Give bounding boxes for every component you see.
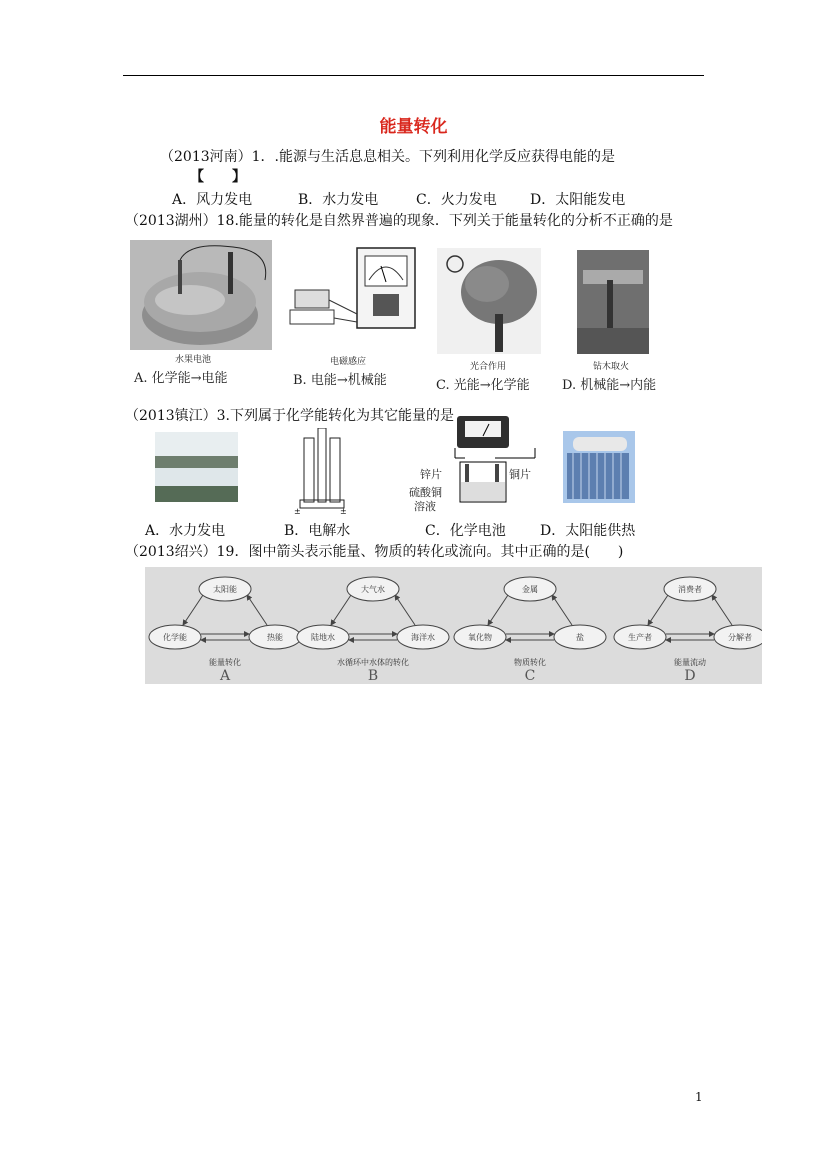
electromagnetic-induction-image bbox=[285, 244, 425, 352]
node-top-label: 太阳能 bbox=[213, 585, 237, 594]
node-top-label: 消费者 bbox=[678, 585, 702, 594]
copper-plate-label: 铜片 bbox=[509, 468, 531, 481]
arrow-top-left bbox=[331, 595, 351, 625]
node-top-label: 金属 bbox=[522, 585, 538, 594]
electromagnetic-induction-drawing bbox=[285, 244, 425, 352]
solar-water-heater-image bbox=[563, 431, 635, 503]
q2-panel-b-caption: B. 电能→机械能 bbox=[293, 373, 387, 388]
cycle-diagram-d bbox=[614, 577, 762, 684]
node-right-label: 海洋水 bbox=[411, 633, 435, 642]
drill-wood-fire-image bbox=[577, 250, 649, 354]
q1-option-d: D．太阳能发电 bbox=[530, 192, 626, 208]
arrow-right-top bbox=[552, 595, 572, 625]
q2-source: （2013湖州） bbox=[125, 213, 217, 229]
q4-text: 19．图中箭头表示能量、物质的转化或流向。其中正确的是( ) bbox=[216, 544, 624, 560]
arrow-top-left bbox=[183, 595, 203, 625]
q3-text: 3.下列属于化学能转化为其它能量的是 bbox=[216, 408, 454, 424]
galvanometer-image bbox=[455, 412, 515, 452]
solution-label-2: 溶液 bbox=[414, 500, 436, 513]
arrow-top-left bbox=[488, 595, 508, 625]
page-title: 能量转化 bbox=[379, 117, 448, 137]
node-right-label: 盐 bbox=[576, 633, 584, 642]
question-4 bbox=[125, 541, 623, 561]
node-right-label: 热能 bbox=[267, 633, 283, 642]
electrolysis-apparatus-drawing bbox=[292, 428, 352, 516]
question-2 bbox=[125, 210, 673, 230]
hydropower-dam-drawing bbox=[155, 432, 238, 502]
node-left-label: 陆地水 bbox=[311, 633, 335, 642]
diagram-letter: A bbox=[219, 668, 231, 684]
svg-text:±: ± bbox=[340, 507, 347, 516]
arrow-right-top bbox=[712, 595, 732, 625]
galvanometer-drawing bbox=[455, 412, 515, 452]
photosynthesis-image bbox=[437, 248, 541, 354]
q1-source: （2013河南） bbox=[160, 149, 252, 165]
q2-panel-a-caption: A. 化学能→电能 bbox=[134, 371, 228, 386]
diagram-letter: D bbox=[684, 668, 696, 684]
diagram-caption: 水循环中水体的转化 bbox=[337, 658, 409, 667]
arrow-top-left bbox=[648, 595, 668, 625]
diagram-letter: B bbox=[367, 668, 379, 684]
zinc-plate-label: 锌片 bbox=[420, 468, 442, 481]
arrow-right-top bbox=[247, 595, 267, 625]
node-left-label: 化学能 bbox=[163, 633, 187, 642]
q3-source: （2013镇江） bbox=[125, 408, 217, 424]
node-left-label: 氧化物 bbox=[468, 633, 492, 642]
q1-text: 1．.能源与生活息息相关。下列利用化学反应获得电能的是 bbox=[251, 149, 615, 165]
cycle-diagram-b bbox=[297, 577, 449, 684]
node-top-label: 大气水 bbox=[361, 585, 385, 594]
diagram-letter: C bbox=[524, 668, 536, 684]
electrolysis-apparatus-image bbox=[292, 428, 352, 516]
q1-answer-bracket: 【 】 bbox=[190, 169, 246, 185]
fruit-battery-drawing bbox=[130, 240, 272, 350]
q2-text: 18.能量的转化是自然界普遍的现象．下列关于能量转化的分析不正确的是 bbox=[216, 213, 673, 229]
cycle-diagram-a bbox=[149, 577, 301, 684]
q2-panel-d-caption: D. 机械能→内能 bbox=[562, 378, 657, 393]
diagram-caption: 物质转化 bbox=[514, 658, 546, 667]
header-rule bbox=[123, 75, 704, 76]
q2-panel-b-label: 电磁感应 bbox=[330, 357, 367, 367]
question-1 bbox=[160, 146, 615, 166]
diagram-caption: 能量流动 bbox=[674, 658, 706, 667]
solution-label-1: 硫酸铜 bbox=[409, 486, 442, 499]
photosynthesis-drawing bbox=[437, 248, 541, 354]
cycle-diagram-c bbox=[454, 577, 606, 684]
q1-option-b: B．水力发电 bbox=[298, 192, 379, 208]
node-right-label: 分解者 bbox=[728, 633, 752, 642]
q3-option-a: A．水力发电 bbox=[145, 523, 226, 539]
q1-option-c: C．火力发电 bbox=[416, 192, 497, 208]
question-3 bbox=[125, 405, 454, 425]
q2-panel-c-label: 光合作用 bbox=[470, 362, 507, 372]
q3-option-b: B．电解水 bbox=[284, 523, 351, 539]
q3-option-d: D．太阳能供热 bbox=[540, 523, 636, 539]
q2-panel-d-label: 钻木取火 bbox=[593, 362, 630, 372]
hydropower-dam-image bbox=[155, 432, 238, 502]
q4-source: （2013绍兴） bbox=[125, 544, 217, 560]
svg-text:±: ± bbox=[294, 507, 301, 516]
solar-water-heater-drawing bbox=[563, 431, 635, 503]
drill-wood-fire-drawing bbox=[577, 250, 649, 354]
q2-panel-c-caption: C. 光能→化学能 bbox=[436, 378, 530, 393]
diagram-caption: 能量转化 bbox=[209, 658, 241, 667]
node-left-label: 生产者 bbox=[628, 633, 652, 642]
q3-option-c: C．化学电池 bbox=[425, 523, 506, 539]
conversion-diagrams-panel bbox=[145, 567, 762, 684]
fruit-battery-image bbox=[130, 240, 272, 350]
q1-option-a: A．风力发电 bbox=[172, 192, 253, 208]
arrow-right-top bbox=[395, 595, 415, 625]
conversion-diagrams-svg bbox=[145, 567, 762, 684]
page-number: 1 bbox=[695, 1090, 703, 1104]
q2-panel-a-label: 水果电池 bbox=[175, 355, 212, 365]
